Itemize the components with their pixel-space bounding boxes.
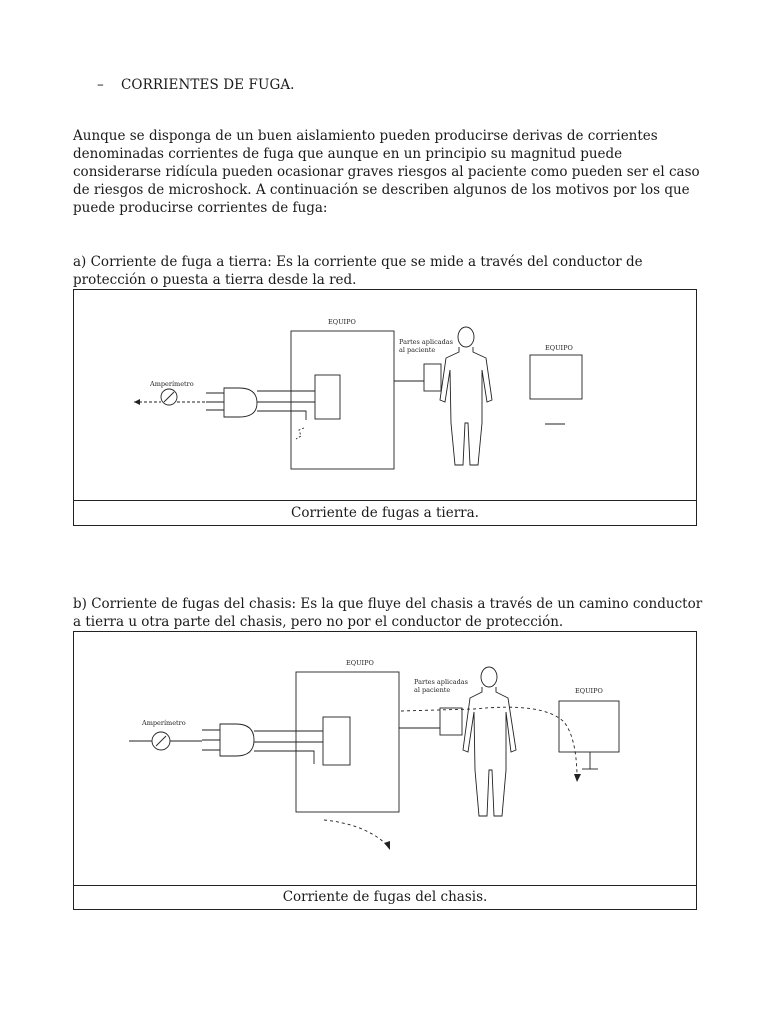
label-partes-2: al paciente [414, 686, 451, 694]
heading-title: CORRIENTES DE FUGA. [121, 77, 295, 93]
label-equipo: EQUIPO [328, 318, 356, 326]
internal-component [315, 375, 340, 419]
internal-component [323, 717, 350, 765]
label-partes-1: Partes aplicadas [399, 338, 454, 346]
label-equipo-2: EQUIPO [545, 344, 573, 352]
plug-icon [220, 724, 254, 756]
section-heading [97, 77, 295, 93]
equipment-2-box [530, 355, 582, 399]
intro-paragraph: Aunque se disponga de un buen aislamiento pueden producirse derivas de corrientes denominadas corrientes de fuga que aunque en un principio su magnitud puede considerarse ridícula pueden ocasionar graves riesgos al paciente como pueden ser el caso de riesgos de microshock. A continuación se describen algunos de los motivos por los que puede producirse corrientes de fuga: [73, 128, 700, 216]
figure-chassis-leakage [73, 631, 697, 910]
label-amperimetro: Amperímetro [150, 380, 194, 388]
heading-dash: – [97, 77, 104, 93]
item-a-text: a) Corriente de fuga a tierra: Es la corriente que se mide a través del conductor de protección o puesta a tierra desde la red. [73, 254, 643, 288]
equipment-2-box [559, 701, 619, 752]
equipment-box [291, 331, 394, 469]
label-partes-2: al paciente [399, 346, 436, 354]
figure-caption: Corriente de fugas del chasis. [74, 885, 696, 909]
label-equipo-2: EQUIPO [575, 687, 603, 695]
label-partes-1: Partes aplicadas [414, 678, 469, 686]
figure-earth-leakage [73, 289, 697, 526]
patient-icon [463, 667, 516, 816]
applied-part-box [440, 708, 462, 735]
label-amperimetro: Amperímetro [142, 719, 186, 727]
patient-icon [440, 327, 492, 465]
diagram-chassis-leakage [74, 632, 696, 885]
diagram-earth-leakage [74, 290, 696, 500]
item-b-text: b) Corriente de fugas del chasis: Es la que fluye del chasis a través de un camino conductor a tierra u otra parte del chasis, pero no por el conductor de protección. [73, 596, 703, 630]
plug-icon [224, 388, 257, 417]
figure-caption: Corriente de fugas a tierra. [74, 500, 696, 525]
applied-part-box [424, 364, 441, 391]
label-equipo: EQUIPO [346, 659, 374, 667]
